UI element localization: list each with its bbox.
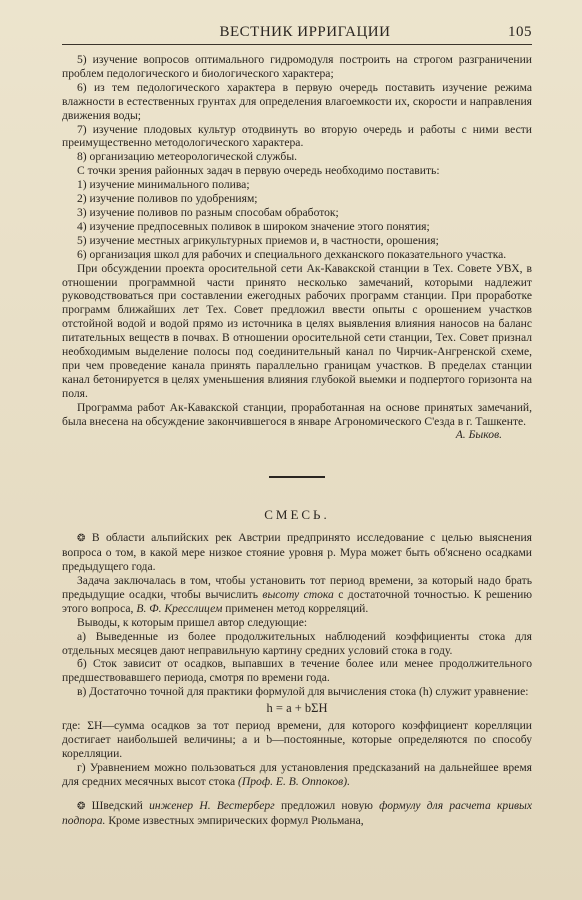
conclusion-b: б) Сток зависит от осадков, выпавших в течение более или менее продолжительного предшествовавшего периода, смотря по времени года. [62,657,532,685]
list1-item: 8) организацию метеорологической службы. [77,150,298,164]
reference: (Проф. Е. В. Оппоков). [238,774,350,788]
list2-item: 4) изучение предпосевных поливок в широком значение этого понятия; [77,219,430,233]
author-name: В. Ф. Кресслицем [136,601,223,615]
paragraph: Задача заключалась в том, чтобы установить тот период времени, за который надо брать предыдущие осадки, чтобы вычислить высоту стока с достаточной точностью. К решению этого вопроса, В. Ф. Кресслицем применен метод корреляций. [62,574,533,615]
conclusion-c: в) Достаточно точной для практики формулой для вычисления стока (h) служит уравнение: [77,685,529,699]
paragraph: Программа работ Ак-Кавакской станции, проработанная на основе принятых замечаний, была внесена на обсуждение закончившегося в январе Агрономического С'езда в г. Ташкенте. [62,400,532,428]
conclusion-d: г) Уравнением можно пользоваться для установления предсказаний на дальнейшее время для средних месячных высот стока (Проф. Е. В. Оппоков). [62,760,532,788]
journal-title: ВЕСТНИК ИРРИГАЦИИ [219,24,391,40]
paragraph: При обсуждении проекта оросительной сети Ак-Кавакской станции в Тех. Совете УВХ, в отношении программной части принято несколько замечаний, которыми надлежит руководствоваться при составлении ежегодных рабочих программ станции. При проработке программ ближайших лет Тех. Совет предложил ввести опыты с орошением участков отстойной водой и водой прямо из источника в целях выявления влияния наносов на баланс питательных веществ в почвах. В отношении оросительной сети станции, Тех. Совет признал необходимым выделение полосы под соединительный канал по Чирчик-Ангренской схеме, при чем проведение канала принять параллельно границам участков. В пределах станции канал бетонируется в целях уменьшения влияния глубокой выемки и подпертого горизонта на поля. [62,261,532,400]
emphasis: инженер Н. Вестерберг [149,798,275,812]
emphasis: формулу для расчета кривых подпора. [62,798,533,827]
list2-intro: С точки зрения районных задач в первую очередь необходимо поставить: [77,164,440,178]
formula-explanation: где: ΣH—сумма осадков за тот период времени, для которого коэффициент корелляции достигает наибольшей величины; a и b—постоянные, которые определяются по способу корелляции. [62,719,532,760]
conclusion-a: а) Выведенные из более продолжительных наблюдений коэффициенты стока для отдельных месяцев дают неправильную картину средних условий стока в году. [62,629,532,657]
paragraph: Выводы, к которым пришел автор следующие: [77,615,308,629]
article-body [62,53,532,827]
list1-item: 6) из тем педологического характера в первую очередь поставить изучение режима влажности в естественных грунтах для определения влагоемкости их, скорости и направления движения воды; [62,80,532,122]
list2-item: 6) организация школ для рабочих и специального дехканского показательного участка. [77,247,507,261]
formula: h = a + bΣH [266,701,328,716]
page-number: 105 [508,24,532,40]
running-header [62,24,532,45]
star-icon: ❂ [77,533,86,545]
list2-item: 2) изучение поливов по удобрениям; [77,192,258,206]
list2-item: 1) изучение минимального полива; [77,178,250,192]
news-item-2: ❂ Шведский инженер Н. Вестерберг предложил новую формулу для расчета кривых подпора. Кроме известных эмпирических формул Рюльмана, [62,798,533,827]
author-signature: А. Быков. [455,428,502,442]
section-divider [269,476,325,478]
list1-item: 7) изучение плодовых культур отодвинуть во вторую очередь и работы с ними вести преимущественно методологического характера. [62,122,532,150]
news-item-1: ❂ В области альпийских рек Австрии предпринято исследование с целью выяснения вопроса о том, в какой мере низкое стояние уровня р. Мура может быть об'яснено осадками предыдущего года. [62,531,533,574]
star-icon: ❂ [77,800,86,812]
section-title: СМЕСЬ. [264,507,330,523]
list2-item: 5) изучение местных агрикультурных приемов и, в частности, орошения; [77,233,439,247]
list2-item: 3) изучение поливов по разным способам обработок; [77,205,339,219]
list1-item: 5) изучение вопросов оптимального гидромодуля построить на строгом разграничении проблем педологического и биологического характера; [62,53,532,80]
emphasis: высоту стока [262,587,334,601]
